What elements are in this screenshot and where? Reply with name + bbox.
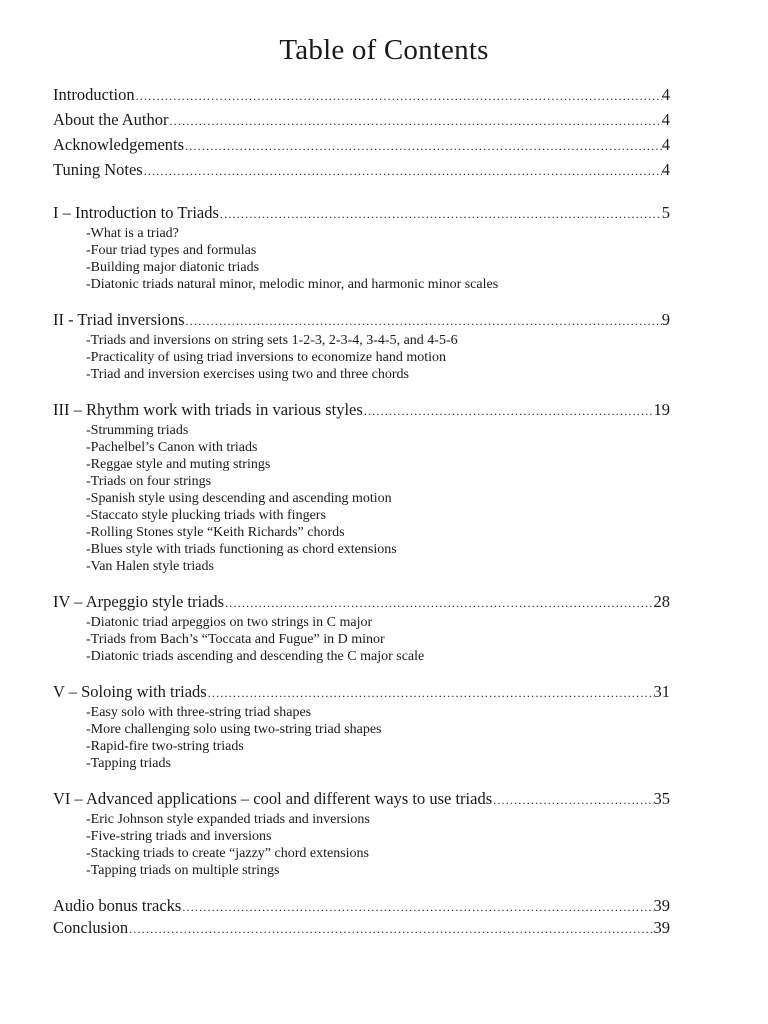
toc-subitem: -Tapping triads on multiple strings — [86, 863, 280, 878]
toc-subitem: -More challenging solo using two-string triad shapes — [86, 722, 382, 737]
toc-subitem: -What is a triad? — [86, 226, 179, 241]
toc-chapter-5[interactable] — [53, 682, 670, 704]
toc-entry-label: I – Introduction to Triads — [53, 203, 219, 222]
toc-entry-page: 39 — [653, 896, 670, 915]
toc-entry-page: 4 — [661, 110, 670, 129]
toc-entry-label: V – Soloing with triads — [53, 682, 207, 701]
dot-leader — [128, 922, 653, 937]
toc-subitem: -Triad and inversion exercises using two and three chords — [86, 367, 409, 382]
toc-entry-conclusion[interactable] — [53, 918, 670, 940]
toc-subitem: -Eric Johnson style expanded triads and inversions — [86, 812, 370, 827]
toc-entry-page: 31 — [653, 682, 670, 701]
dot-leader — [181, 900, 653, 915]
toc-chapter-2[interactable] — [53, 310, 670, 332]
toc-subitem: -Building major diatonic triads — [86, 260, 260, 275]
toc-entry-page: 4 — [661, 85, 670, 104]
toc-entry-label: Conclusion — [53, 918, 129, 937]
toc-entry-label: Acknowledgements — [53, 135, 185, 154]
toc-subitem: -Strumming triads — [86, 423, 189, 438]
toc-entry-page: 4 — [661, 135, 670, 154]
toc-entry-page: 39 — [653, 918, 670, 937]
dot-leader — [143, 164, 662, 179]
toc-subitem: -Staccato style plucking triads with fingers — [86, 508, 326, 523]
toc-subitem: -Spanish style using descending and ascending motion — [86, 491, 392, 506]
toc-entry-label: Introduction — [53, 85, 135, 104]
toc-subitem: -Tapping triads — [86, 756, 171, 771]
toc-entry-label: IV – Arpeggio style triads — [53, 592, 225, 611]
toc-entry-acknowledgements[interactable] — [53, 135, 670, 157]
dot-leader — [207, 686, 654, 701]
toc-entry-tuning-notes[interactable] — [53, 160, 670, 182]
toc-entry-page: 28 — [653, 592, 670, 611]
toc-subitem: -Pachelbel’s Canon with triads — [86, 440, 258, 455]
toc-subitem: -Stacking triads to create “jazzy” chord extensions — [86, 846, 369, 861]
toc-subitem: -Easy solo with three-string triad shapes — [86, 705, 312, 720]
dot-leader — [135, 89, 662, 104]
dot-leader — [492, 793, 653, 808]
toc-subitem: -Van Halen style triads — [86, 559, 214, 574]
dot-leader — [219, 207, 662, 222]
dot-leader — [184, 139, 662, 154]
toc-subitem: -Triads and inversions on string sets 1-2-3, 2-3-4, 3-4-5, and 4-5-6 — [86, 333, 458, 348]
toc-entry-introduction[interactable] — [53, 85, 670, 107]
toc-subitem: -Diatonic triads natural minor, melodic minor, and harmonic minor scales — [86, 277, 499, 292]
toc-subitem: -Rolling Stones style “Keith Richards” chords — [86, 525, 345, 540]
toc-entry-label: VI – Advanced applications – cool and different ways to use triads — [53, 789, 493, 808]
toc-entry-audio-bonus[interactable] — [53, 896, 670, 918]
toc-entry-label: Audio bonus tracks — [53, 896, 182, 915]
toc-entry-label: II - Triad inversions — [53, 310, 185, 329]
toc-entry-about-author[interactable] — [53, 110, 670, 132]
toc-entry-label: Tuning Notes — [53, 160, 143, 179]
toc-subitem: -Reggae style and muting strings — [86, 457, 271, 472]
toc-entry-page: 19 — [653, 400, 670, 419]
toc-chapter-3[interactable] — [53, 400, 670, 422]
toc-chapter-4[interactable] — [53, 592, 670, 614]
toc-chapter-6[interactable] — [53, 789, 670, 811]
toc-entry-label: About the Author — [53, 110, 169, 129]
toc-subitem: -Diatonic triad arpeggios on two strings in C major — [86, 615, 373, 630]
toc-entry-page: 4 — [661, 160, 670, 179]
toc-entry-page: 9 — [661, 310, 670, 329]
toc-entry-page: 5 — [661, 203, 670, 222]
toc-entry-label: III – Rhythm work with triads in various styles — [53, 400, 363, 419]
toc-subitem: -Four triad types and formulas — [86, 243, 257, 258]
dot-leader — [169, 114, 662, 129]
dot-leader — [185, 314, 662, 329]
page-title: Table of Contents — [279, 34, 489, 66]
toc-subitem: -Triads from Bach’s “Toccata and Fugue” in D minor — [86, 632, 385, 647]
toc-subitem: -Five-string triads and inversions — [86, 829, 272, 844]
toc-subitem: -Triads on four strings — [86, 474, 212, 489]
toc-subitem: -Blues style with triads functioning as chord extensions — [86, 542, 397, 557]
dot-leader — [363, 404, 654, 419]
toc-subitem: -Diatonic triads ascending and descending the C major scale — [86, 649, 425, 664]
toc-chapter-1[interactable] — [53, 203, 670, 225]
toc-subitem: -Rapid-fire two-string triads — [86, 739, 244, 754]
toc-entry-page: 35 — [653, 789, 670, 808]
dot-leader — [224, 596, 653, 611]
toc-subitem: -Practicality of using triad inversions to economize hand motion — [86, 350, 447, 365]
